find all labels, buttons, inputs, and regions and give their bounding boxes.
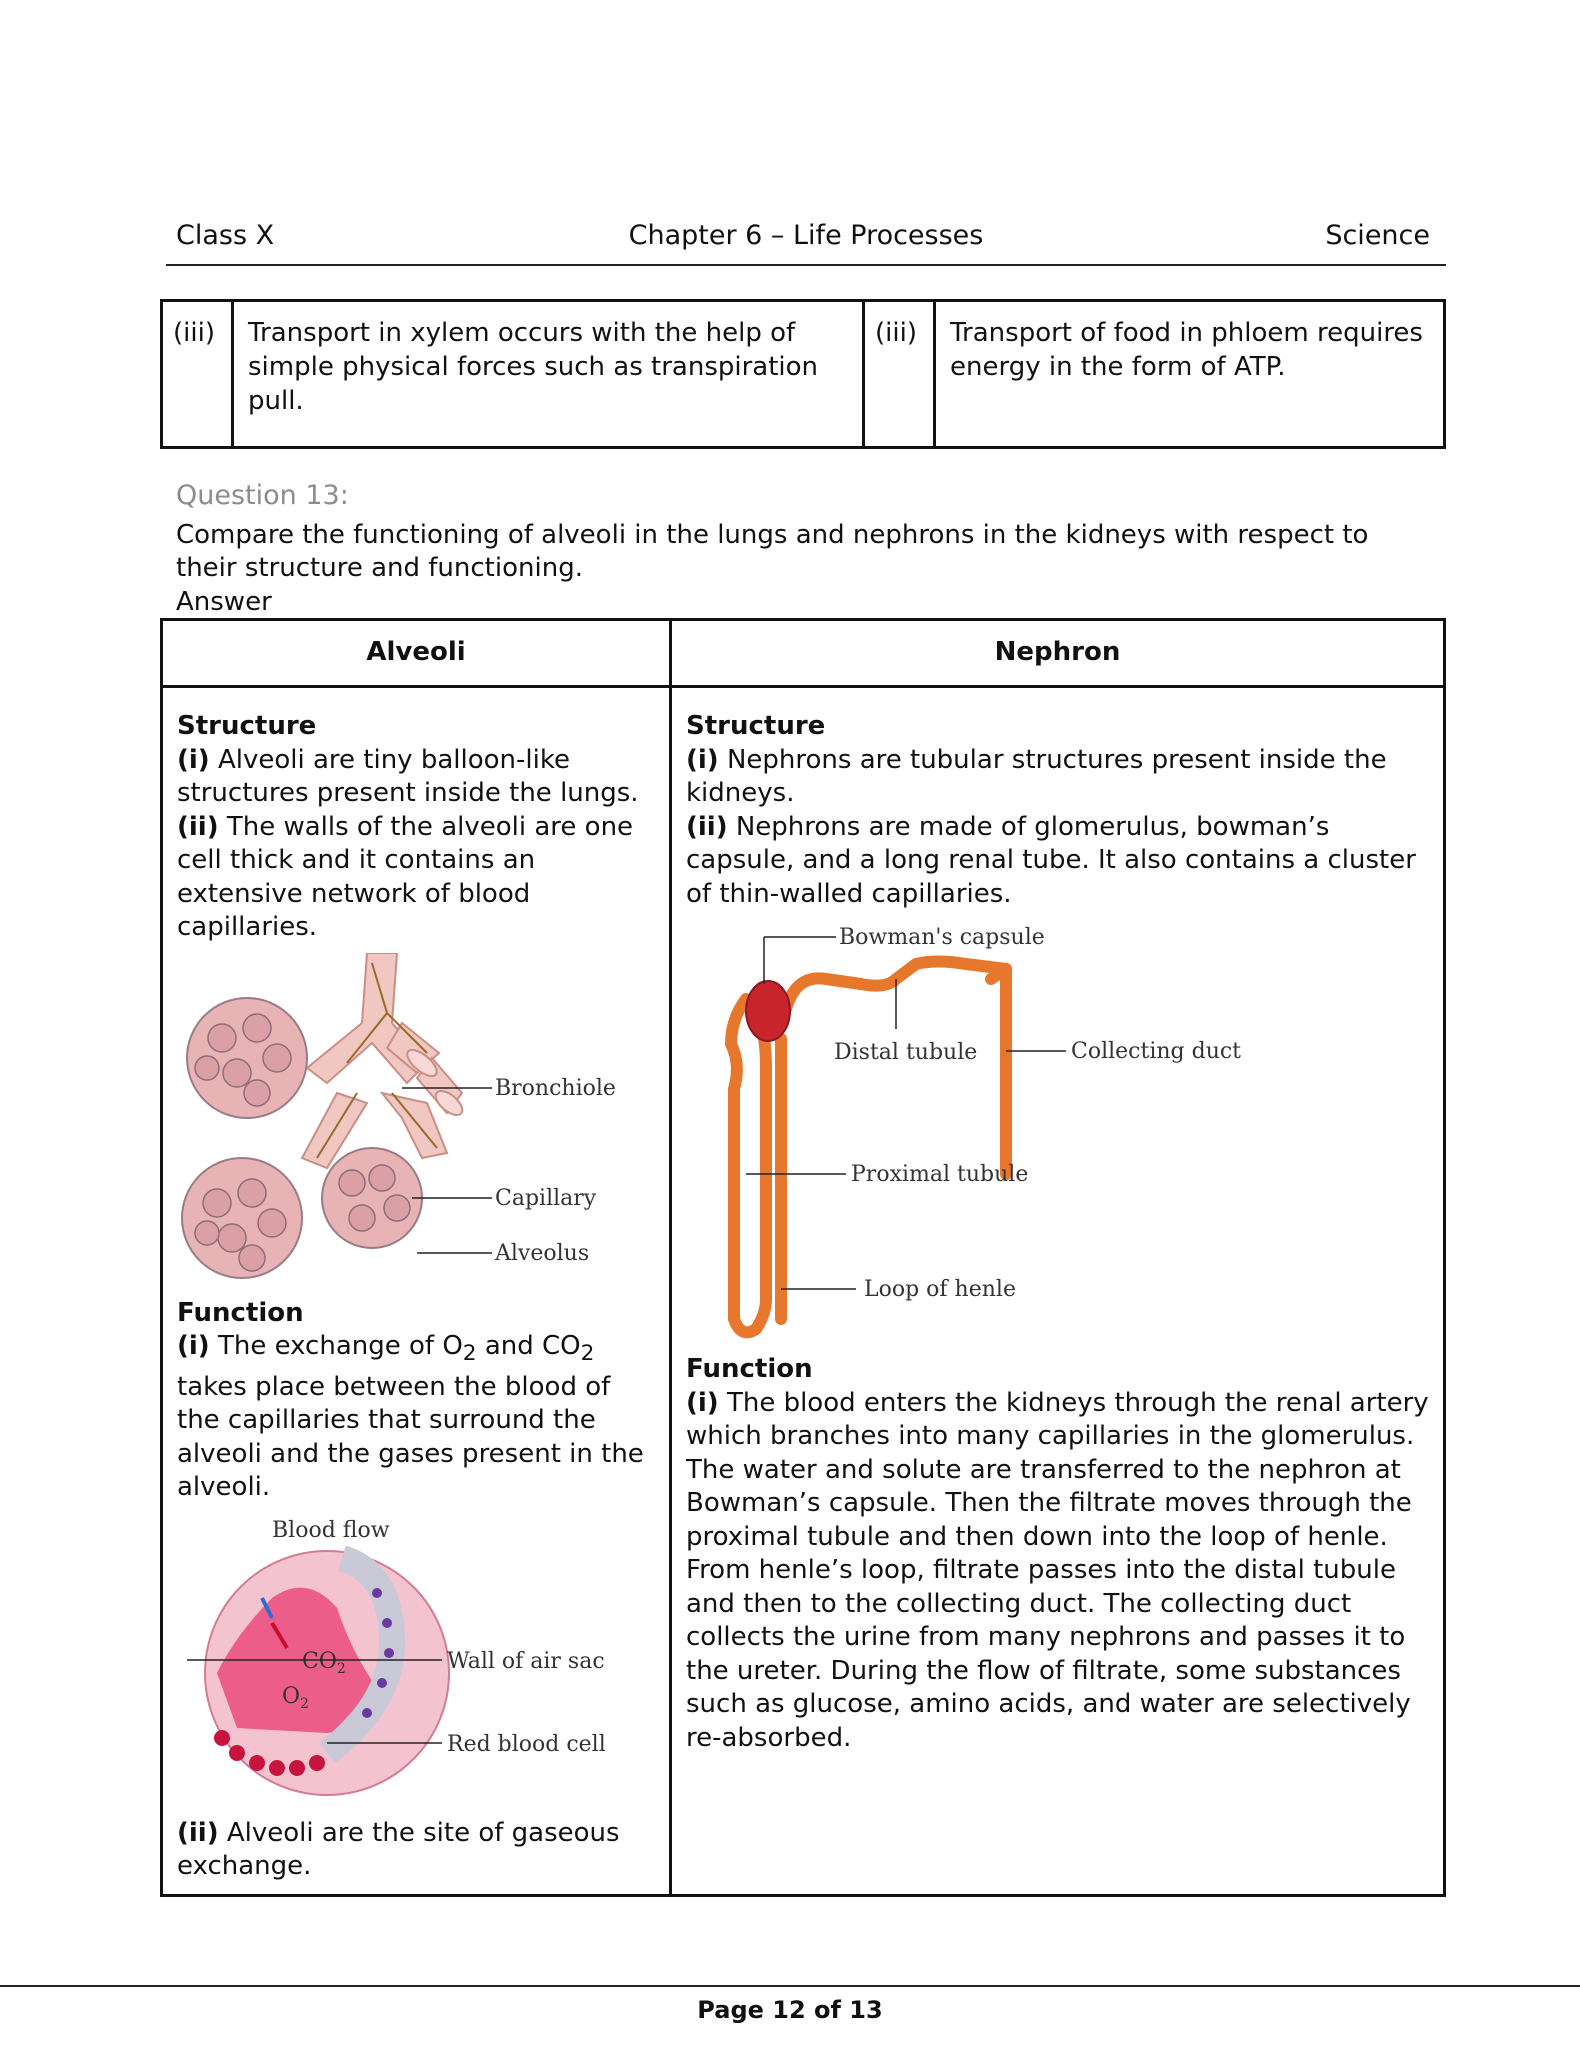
label-alveolus: Alveolus xyxy=(495,1240,590,1266)
alveoli-function-title: Function xyxy=(177,1297,304,1328)
footer-divider xyxy=(0,1985,1580,1987)
nephron-diagram xyxy=(686,919,1246,1349)
label-capillary: Capillary xyxy=(495,1185,597,1211)
comparison-table xyxy=(160,299,1446,449)
alveoli-cell xyxy=(162,687,671,1896)
table-row xyxy=(162,687,1445,1896)
label-collecting-duct: Collecting duct xyxy=(1071,1039,1242,1064)
header-subject: Science xyxy=(1325,220,1430,251)
alveoli-structure-point-1: (i) Alveoli are tiny balloon-like structures present inside the lungs. xyxy=(177,744,639,808)
row-number-left: (iii) xyxy=(162,301,233,448)
page-number: Page 12 of 13 xyxy=(697,1996,883,2024)
alveoli-structure-title: Structure xyxy=(177,711,317,741)
label-loop-of-henle: Loop of henle xyxy=(864,1277,1016,1302)
alveoli-function-point-1: (i) The exchange of $O_2$ and $CO_2$ takes place between the blood of the capillaries that surround the alveoli and the gases present in the alveoli. xyxy=(177,1331,644,1503)
nephron-function-title: Function xyxy=(686,1354,813,1384)
label-bowmans-capsule: Bowman's capsule xyxy=(839,925,1045,950)
row-number-right: (iii) xyxy=(864,301,935,448)
table-row xyxy=(162,301,1445,448)
label-bronchiole: Bronchiole xyxy=(495,1075,616,1101)
answer-label: Answer xyxy=(176,587,272,617)
table-header-row xyxy=(162,620,1445,687)
header-chapter: Chapter 6 – Life Processes xyxy=(628,220,984,251)
label-distal-tubule: Distal tubule xyxy=(834,1040,978,1065)
label-red-blood-cell: Red blood cell xyxy=(447,1731,606,1757)
label-wall-of-air-sac: Wall of air sac xyxy=(447,1648,605,1674)
gas-exchange-diagram xyxy=(177,1513,617,1813)
nephron-structure-point-2: (ii) Nephrons are made of glomerulus, bowman’s capsule, and a long renal tube. It also contains a cluster of thin-walled capillaries. xyxy=(686,811,1416,909)
nephron-function-point-1: (i) The blood enters the kidneys through the renal artery which branches into many capillaries in the glomerulus. The water and solute are transferred to the nephron at Bowman’s capsule. Then the filtrate moves through the proximal tubule and then down into the loop of henle. From henle’s loop, filtrate passes into the distal tubule and then to the collecting duct. The collecting duct collects the urine from many nephrons and passes it to the ureter. During the flow of filtrate, some substances such as glucose, amino acids, and water are selectively re-absorbed. xyxy=(686,1387,1429,1753)
label-proximal-tubule: Proximal tubule xyxy=(851,1162,1029,1187)
nephron-structure-title: Structure xyxy=(686,711,826,741)
alveoli-structure-point-2: (ii) The walls of the alveoli are one cell thick and it contains an extensive network of blood capillaries. xyxy=(177,811,634,942)
page-header xyxy=(166,218,1446,266)
question-text: Compare the functioning of alveoli in the lungs and nephrons in the kidneys with respect to their structure and functioning. xyxy=(176,520,1369,583)
nephron-header: Nephron xyxy=(671,620,1445,687)
answer-table xyxy=(160,618,1446,1897)
label-co2: $CO_2$ xyxy=(302,1648,346,1677)
phloem-cell: Transport of food in phloem requires energy in the form of ATP. xyxy=(935,301,1445,448)
nephron-structure-point-1: (i) Nephrons are tubular structures present inside the kidneys. xyxy=(686,744,1387,808)
alveoli-header: Alveoli xyxy=(162,620,671,687)
xylem-cell: Transport in xylem occurs with the help of simple physical forces such as transpiration pull. xyxy=(233,301,864,448)
header-class: Class X xyxy=(176,220,275,251)
label-o2: $O_2$ xyxy=(282,1683,309,1712)
question-label: Question 13: xyxy=(176,480,349,511)
nephron-cell xyxy=(671,687,1445,1896)
alveoli-function-point-2: (ii) Alveoli are the site of gaseous exchange. xyxy=(177,1817,620,1882)
alveoli-diagram xyxy=(177,953,617,1293)
label-blood-flow: Blood flow xyxy=(272,1517,390,1543)
